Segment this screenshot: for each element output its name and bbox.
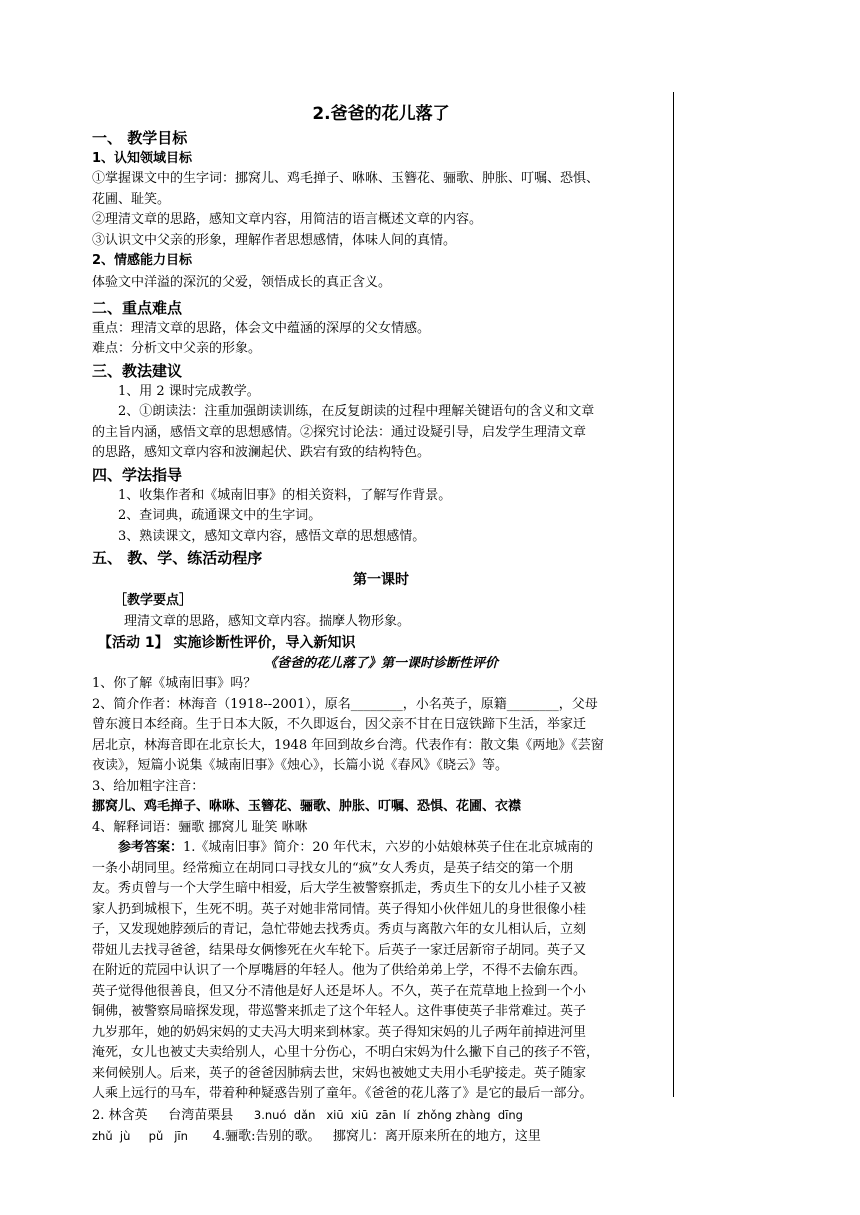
paragraph-line: ①掌握课文中的生字词：挪窝儿、鸡毛掸子、咻咻、玉簪花、骊歌、肿胀、叮嘱、恐惧、 — [92, 171, 600, 186]
answer-line: 在附近的荒园中认识了一个厚嘴唇的年轻人。他为了供给弟弟上学，不得不去偷东西。 — [92, 963, 587, 978]
answer-line: 九岁那年，她的奶妈宋妈的丈夫冯大明来到林家。英子得知宋妈的儿子两年前掉进河里 — [92, 1024, 587, 1040]
question-line: 3、给加粗字注音： — [92, 778, 205, 794]
answer-line: 家人扔到城根下，生死不明。英子对她非常同情。英子得知小伙伴妞儿的身世很像小桂 — [92, 901, 587, 917]
question-line: 居北京，林海音即在北京长大，1948 年回到故乡台湾。代表作有：散文集《两地》《芸窗 — [92, 737, 604, 753]
paragraph-line: 3、熟读课文，感知文章内容，感悟文章的思想感情。 — [118, 528, 426, 544]
table-right-border — [673, 92, 674, 1097]
lesson-heading: 第一课时 — [353, 572, 409, 588]
answer-line: 淹死，女儿也被丈夫卖给别人，心里十分伤心，不明白宋妈为什么撇下自己的孩子不管， — [92, 1045, 600, 1060]
page-title: 2.爸爸的花儿落了 — [312, 104, 450, 124]
paragraph-line: 难点：分析文中父亲的形象。 — [92, 341, 262, 356]
answer-text: 1.《城南旧事》简介：20 年代末，六岁的小姑娘林英子住在北京城南的 — [183, 840, 594, 855]
paragraph-line: 的思路，感知文章内容和波澜起伏、跌宕有致的结构特色。 — [92, 445, 431, 460]
answer-3-pinyin-cont: zhǔ jù pǔ jīn — [92, 1129, 188, 1143]
paragraph-line: 重点：理清文章的思路，体会文中蕴涵的深厚的父女情感。 — [92, 320, 431, 336]
question-line: 曾东渡日本经商。生于日本大阪，不久即返台，因父亲不甘在日寇铁蹄下生活，举家迁 — [92, 717, 587, 732]
question-line: 夜读》，短篇小说集《城南旧事》《烛心》，长篇小说《春风》《晓云》等。 — [92, 758, 509, 773]
answer-line: 子，又发现她脖颈后的青记，急忙带她去找秀贞。秀贞与离散六年的女儿相认后，立刻 — [92, 922, 587, 937]
answer-4: 4.骊歌:告别的歌。 挪窝儿：离开原来所在的地方，这里 — [212, 1129, 541, 1144]
answer-line-pinyin-2 — [92, 1126, 670, 1148]
answer-3-pinyin: 3.nuó dǎn xiū xiū zān lí zhǒng zhàng dīng — [253, 1107, 523, 1122]
section-heading-teaching-methods: 三、教法建议 — [92, 361, 183, 380]
teaching-key-text: 理清文章的思路，感知文章内容。揣摩人物形象。 — [124, 613, 411, 629]
subheading-emotional: 2、情感能力目标 — [92, 253, 193, 268]
section-heading-learning-guide: 四、学法指导 — [92, 465, 183, 484]
paragraph-line: ②理清文章的思路，感知文章内容，用简洁的语言概述文章的内容。 — [92, 212, 483, 227]
paragraph-line: ③认识文中父亲的形象，理解作者思想感情，体味人间的真情。 — [92, 232, 457, 248]
paragraph-line: 1、收集作者和《城南旧事》的相关资料，了解写作背景。 — [118, 487, 452, 503]
section-heading-procedure: 五、 教、学、练活动程序 — [92, 549, 263, 567]
section-heading-key-points: 二、重点难点 — [92, 298, 183, 317]
paragraph-line: 体验文中洋溢的深沉的父爱，领悟成长的真正含义。 — [92, 275, 392, 290]
answer-label: 参考答案： — [118, 840, 184, 855]
answer-first-line — [92, 838, 670, 859]
teaching-key-label: ［教学要点］ — [114, 593, 193, 608]
paragraph-line: 的主旨内涵，感悟文章的思想感情。②探究讨论法：通过设疑引导，启发学生理清文章 — [92, 424, 587, 440]
paragraph-line: 花圃、耻笑。 — [92, 191, 171, 207]
document-page — [92, 92, 670, 1148]
answer-line: 带妞儿去找寻爸爸，结果母女俩惨死在火车轮下。后英子一家迁居新帘子胡同。英子又 — [92, 942, 587, 958]
question-line: 4、解释词语：骊歌 挪窝儿 耻笑 咻咻 — [92, 819, 308, 835]
evaluation-title: 《爸爸的花儿落了》第一课时诊断性评价 — [263, 656, 498, 671]
paragraph-line: 2、①朗读法：注重加强朗读训练，在反复朗读的过程中理解关键语句的含义和文章 — [118, 404, 595, 419]
answer-line: 英子觉得他很善良，但又分不清他是好人还是坏人。不久，英子在荒草地上捡到一个小 — [92, 983, 587, 999]
subheading-cognitive: 1、认知领域目标 — [92, 151, 193, 166]
bold-words-line: 挪窝儿、鸡毛掸子、咻咻、玉簪花、骊歌、肿胀、叮嘱、恐惧、花圃、衣襟 — [92, 799, 522, 814]
question-line: 1、你了解《城南旧事》吗？ — [92, 676, 257, 691]
answer-line: 人乘上远行的马车，带着种种疑惑告别了童年。《爸爸的花儿落了》是它的最后一部分。 — [92, 1086, 593, 1101]
answer-line: 友。秀贞曾与一个大学生暗中相爱，后大学生被警察抓走，秀贞生下的女儿小桂子又被 — [92, 881, 587, 896]
section-heading-objectives: 一、 教学目标 — [92, 129, 188, 147]
answer-line: 一条小胡同里。经常痴立在胡同口寻找女儿的“疯”女人秀贞，是英子结交的第一个朋 — [92, 860, 574, 876]
paragraph-line: 1、用 2 课时完成教学。 — [118, 383, 260, 399]
question-line: 2、简介作者：林海音（1918--2001），原名________，小名英子，原籍________，父母 — [92, 696, 598, 712]
answer-line: 来伺候别人。后来，英子的爸爸因肺病去世，宋妈也被她丈夫用小毛驴接走。英子随家 — [92, 1065, 587, 1081]
answer-2: 2. 林含英 台湾苗栗县 — [92, 1107, 234, 1123]
activity-heading: 【活动 1】 实施诊断性评价，导入新知识 — [98, 635, 356, 651]
paragraph-line: 2、查词典，疏通课文中的生字词。 — [118, 508, 322, 523]
answer-line: 铜佛，被警察局暗探发现，带巡警来抓走了这个年轻人。这件事使英子非常难过。英子 — [92, 1004, 587, 1019]
answer-line-pinyin — [92, 1105, 670, 1127]
